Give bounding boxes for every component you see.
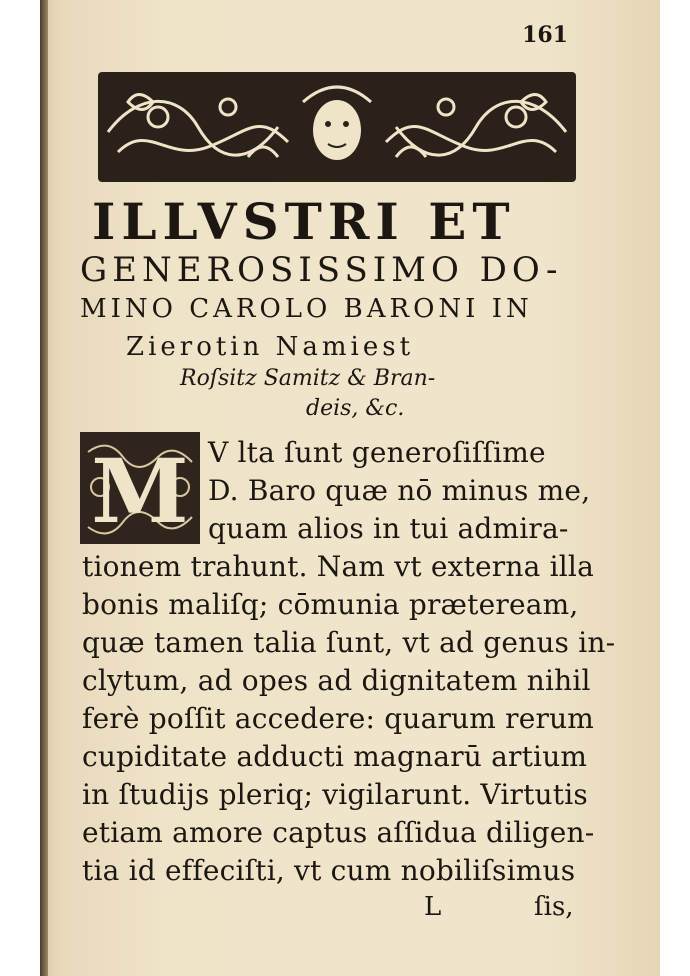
body-line-12: tia id effeciſti, vt cum nobiliſsimus	[82, 854, 576, 887]
body-line-2: D. Baro quæ nō minus me,	[208, 474, 591, 507]
body-line-4: tionem trahunt. Nam vt externa illa	[82, 550, 594, 583]
book-page	[40, 0, 660, 976]
catchword: ſis,	[534, 892, 574, 922]
ornamental-headpiece	[98, 72, 576, 182]
body-line-7: clytum, ad opes ad dignitatem nihil	[82, 664, 591, 697]
body-line-8: ferè poſſit accedere: quarum rerum	[82, 702, 595, 735]
body-line-1: V lta ſunt generoſiſſime	[208, 436, 546, 469]
title-line-5: Roſsitz Samitz & Bran-	[180, 366, 436, 391]
body-line-3: quam alios in tui admira-	[208, 512, 569, 545]
title-line-4: Zierotin Namiest	[126, 332, 415, 362]
drop-cap-letter: M	[91, 439, 189, 543]
signature-mark: L	[424, 892, 442, 922]
drop-cap-ornament-icon	[80, 432, 200, 544]
headpiece-ornament-icon	[98, 72, 576, 182]
body-line-5: bonis maliſq; cōmunia præteream,	[82, 588, 579, 621]
title-line-1: ILLVSTRI ET	[92, 192, 516, 251]
title-line-2: GENEROSISSIMO DO-	[80, 250, 563, 290]
page-number: 161	[522, 22, 568, 48]
body-line-9: cupiditate adducti magnarū artium	[82, 740, 588, 773]
title-line-6: deis, &c.	[306, 396, 405, 421]
body-line-10: in ſtudijs pleriq; vigilarunt. Virtutis	[82, 778, 588, 811]
decorated-initial	[80, 432, 200, 544]
body-line-11: etiam amore captus aſſidua diligen-	[82, 816, 595, 849]
title-line-3: MINO CAROLO BARONI IN	[80, 294, 533, 324]
body-line-6: quæ tamen talia ſunt, vt ad genus in-	[82, 626, 616, 659]
page-gutter	[40, 0, 48, 976]
